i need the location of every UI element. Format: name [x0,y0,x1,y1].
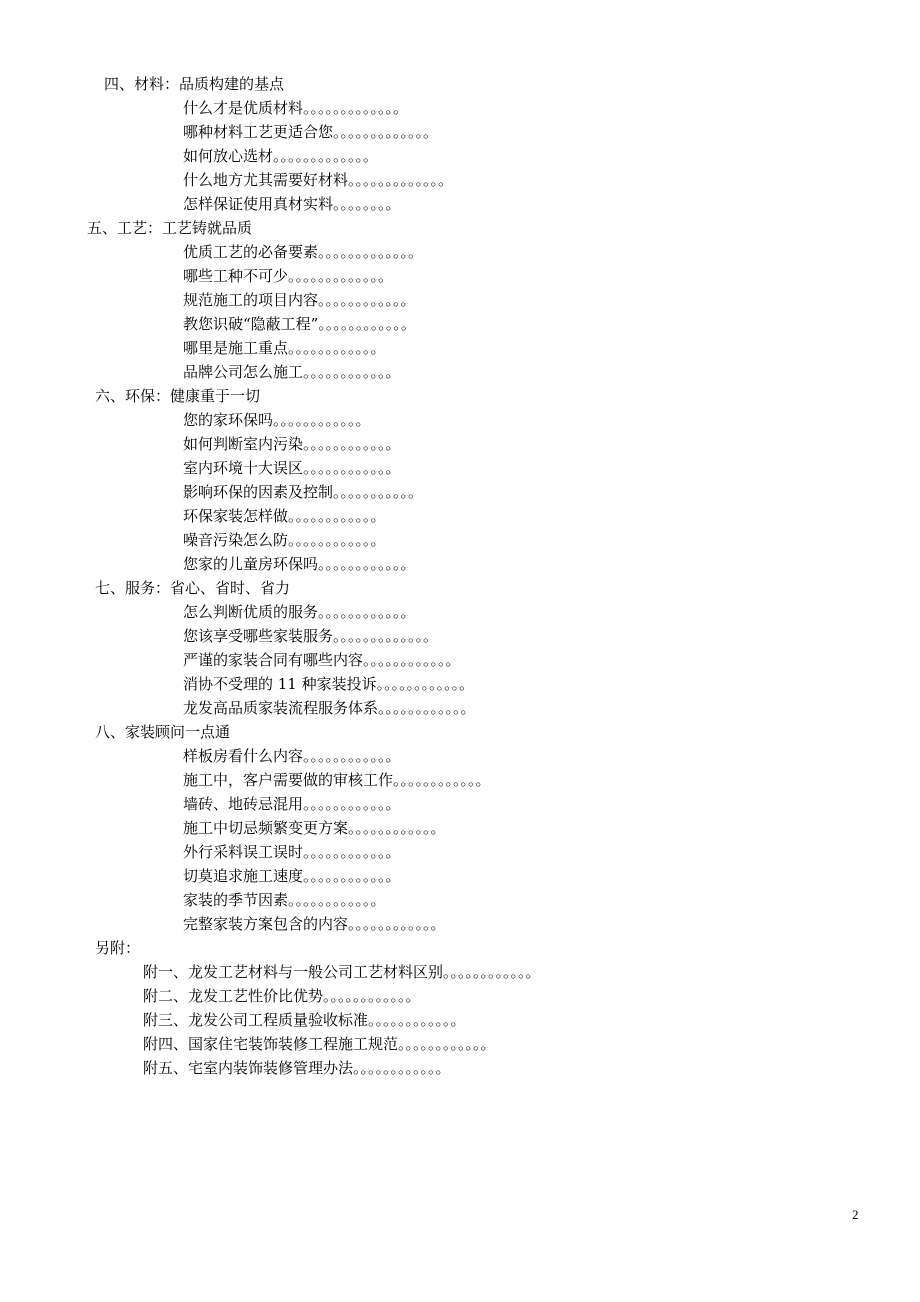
appendix-item: 附五、宅室内装饰装修管理办法。。。。。。。。。。。。 [143,1059,451,1077]
toc-item: 什么才是优质材料。。。。。。。。。。。。。 [183,99,409,117]
toc-item: 如何判断室内污染。。。。。。。。。。。。 [183,435,401,453]
toc-item: 您的家环保吗。。。。。。。。。。。。 [183,411,371,429]
toc-item: 环保家装怎样做。。。。。。。。。。。。 [183,507,386,525]
toc-item: 墙砖、地砖忌混用。。。。。。。。。。。。 [183,795,401,813]
toc-item: 施工中，客户需要做的审核工作。。。。。。。。。。。。 [183,771,491,789]
toc-item: 严谨的家装合同有哪些内容。。。。。。。。。。。。 [183,651,461,669]
toc-item: 影响环保的因素及控制。。。。。。。。。。。 [183,483,424,501]
toc-item: 哪里是施工重点。。。。。。。。。。。。 [183,339,386,357]
toc-item: 什么地方尤其需要好材料。。。。。。。。。。。。。 [183,171,454,189]
section-heading-craft: 五、工艺：工艺铸就品质 [87,219,253,237]
toc-item: 品牌公司怎么施工。。。。。。。。。。。。 [183,363,401,381]
toc-item: 龙发高品质家装流程服务体系。。。。。。。。。。。。 [183,699,476,717]
toc-item: 室内环境十大误区。。。。。。。。。。。。 [183,459,401,477]
toc-item: 如何放心选材。。。。。。。。。。。。。 [183,147,379,165]
toc-item: 您该享受哪些家装服务。。。。。。。。。。。。。 [183,627,439,645]
toc-item: 怎样保证使用真材实料。。。。。。。。 [183,195,401,213]
toc-item: 外行采料误工误时。。。。。。。。。。。。 [183,843,401,861]
toc-item: 哪种材料工艺更适合您。。。。。。。。。。。。。 [183,123,439,141]
toc-item: 样板房看什么内容。。。。。。。。。。。。 [183,747,401,765]
page-number: 2 [852,1207,859,1222]
appendix-item: 附二、龙发工艺性价比优势。。。。。。。。。。。。 [143,987,421,1005]
toc-item: 噪音污染怎么防。。。。。。。。。。。。 [183,531,386,549]
section-heading-environment: 六、环保：健康重于一切 [95,387,261,405]
toc-item: 教您识破“隐蔽工程”。。。。。。。。。。。。 [183,315,416,333]
toc-item: 怎么判断优质的服务。。。。。。。。。。。。 [183,603,416,621]
toc-item: 切莫追求施工速度。。。。。。。。。。。。 [183,867,401,885]
toc-item: 消协不受理的 11 种家装投诉。。。。。。。。。。。。 [183,675,475,693]
toc-item: 优质工艺的必备要素。。。。。。。。。。。。。 [183,243,424,261]
section-heading-materials: 四、材料：品质构建的基点 [104,75,285,93]
section-heading-appendix: 另附： [95,939,141,957]
section-heading-advisor: 八、家装顾问一点通 [95,723,231,741]
toc-item: 规范施工的项目内容。。。。。。。。。。。。 [183,291,416,309]
toc-item: 家装的季节因素。。。。。。。。。。。。 [183,891,386,909]
toc-item: 完整家装方案包含的内容。。。。。。。。。。。。 [183,915,446,933]
appendix-item: 附四、国家住宅装饰装修工程施工规范。。。。。。。。。。。。 [143,1035,496,1053]
appendix-item: 附一、龙发工艺材料与一般公司工艺材料区别。。。。。。。。。。。。 [143,963,541,981]
appendix-item: 附三、龙发公司工程质量验收标准。。。。。。。。。。。。 [143,1011,466,1029]
section-heading-service: 七、服务：省心、省时、省力 [95,579,291,597]
toc-item: 哪些工种不可少。。。。。。。。。。。。。 [183,267,394,285]
toc-item: 施工中切忌频繁变更方案。。。。。。。。。。。。 [183,819,446,837]
toc-item: 您家的儿童房环保吗。。。。。。。。。。。。 [183,555,416,573]
